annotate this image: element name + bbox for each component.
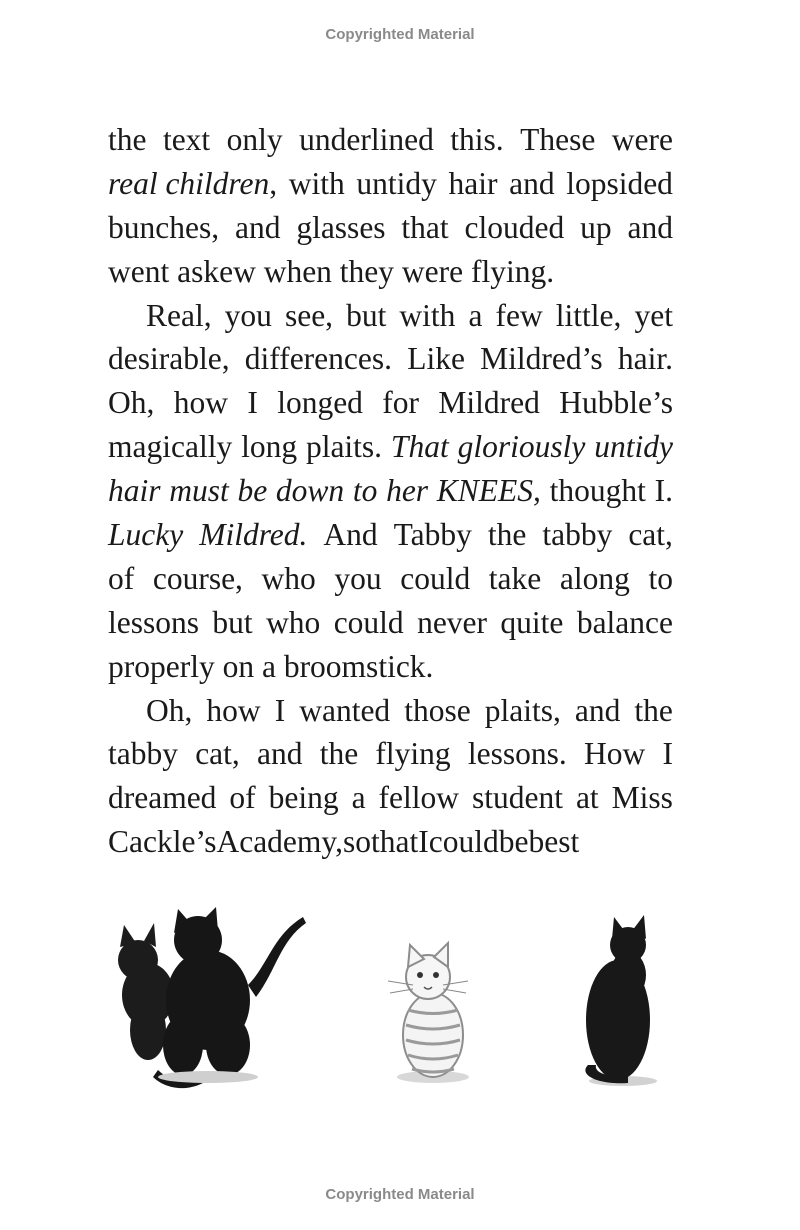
word: could [333, 604, 404, 640]
word: little, [555, 297, 622, 333]
text-line [108, 557, 673, 601]
text-line [108, 820, 673, 864]
word: balance [576, 604, 673, 640]
word: up [580, 209, 612, 245]
word: so [343, 824, 372, 860]
text-line [108, 337, 673, 381]
word: Mildred. [199, 517, 308, 553]
text-line [108, 206, 673, 250]
word: could [400, 560, 471, 596]
page-text [108, 118, 673, 864]
word: a [468, 297, 483, 333]
text-line [108, 732, 673, 776]
text-line [108, 469, 673, 513]
word: I [418, 824, 429, 860]
word: Like [407, 341, 465, 377]
word: hair [448, 165, 498, 201]
word: dreamed [108, 780, 217, 816]
word: lopsided [566, 165, 673, 201]
word: That [390, 429, 449, 465]
word: course, [152, 560, 243, 596]
word: I [274, 692, 286, 728]
word: Cackle’s [108, 824, 217, 860]
word: to [648, 560, 673, 596]
word: Lucky [108, 517, 184, 553]
word: KNEES, [436, 473, 541, 509]
word: how [173, 385, 228, 421]
word: must [169, 473, 229, 509]
black-sitting-cat-icon [585, 915, 657, 1086]
word: be [498, 824, 529, 860]
word: flying [375, 736, 451, 772]
word: underlined [299, 122, 434, 157]
word: only [226, 122, 283, 157]
word: untidy [356, 165, 437, 201]
word: being [268, 780, 339, 816]
word: at [575, 780, 599, 816]
word: the [319, 736, 359, 772]
word: These [520, 122, 596, 157]
word: quite [500, 604, 564, 640]
word: who [261, 560, 316, 596]
word: the [487, 517, 527, 553]
word: wanted [299, 692, 391, 728]
word: be [237, 473, 268, 509]
word: Mildred [438, 385, 540, 421]
word: magically [108, 429, 233, 465]
word: real children [108, 165, 270, 201]
word: tabby [108, 736, 178, 772]
word: of [108, 560, 135, 596]
word: who [266, 604, 321, 640]
word: I [662, 736, 673, 772]
text-line [108, 250, 673, 294]
word: those [404, 692, 471, 728]
word: and [257, 736, 303, 772]
word: differences. [244, 341, 392, 377]
word: and [234, 209, 281, 245]
word: you [224, 297, 272, 333]
text-line [108, 381, 673, 425]
word: this. [450, 122, 504, 157]
word: how [206, 692, 261, 728]
word: of [229, 780, 256, 816]
word: plaits. [305, 429, 383, 465]
word: I. [654, 473, 673, 509]
word: tabby [542, 517, 613, 553]
word: Real, [146, 297, 212, 333]
text-line [108, 601, 673, 645]
word: see, [284, 297, 334, 333]
word: her [386, 473, 429, 509]
word: text [162, 122, 211, 157]
word: with [399, 297, 456, 333]
word: bunches, [108, 209, 220, 245]
word: yet [634, 297, 673, 333]
word: Academy, [216, 824, 343, 860]
word: could [428, 824, 499, 860]
word: thought [549, 473, 646, 509]
word: down [275, 473, 345, 509]
word: along [559, 560, 630, 596]
word: cat, [628, 517, 673, 553]
word: that [401, 209, 449, 245]
word: and [627, 209, 673, 245]
word: went askew when they were flying. [108, 253, 555, 289]
word: Miss [611, 780, 673, 816]
word: I [247, 385, 258, 421]
word: How [584, 736, 646, 772]
word: Hubble’s [559, 385, 673, 421]
word: Tabby [393, 517, 472, 553]
text-line [108, 645, 673, 689]
word: never [417, 604, 488, 640]
word: Mildred’s [480, 341, 603, 377]
word: student [471, 780, 563, 816]
word: gloriously [457, 429, 586, 465]
word: the [634, 692, 673, 728]
black-fluffy-cat-icon [153, 907, 306, 1088]
cats-illustration [108, 905, 688, 1095]
word: you [334, 560, 382, 596]
text-line [108, 689, 673, 733]
word: desirable, [108, 341, 230, 377]
word: fellow [378, 780, 460, 816]
copyright-watermark-top: Copyrighted Material [325, 26, 475, 43]
word: and [574, 692, 621, 728]
word: best [528, 824, 580, 860]
word: plaits, [484, 692, 561, 728]
word: and [509, 165, 555, 201]
word: lessons. [467, 736, 567, 772]
word: untidy [594, 429, 673, 465]
word [108, 162, 277, 206]
word: for [382, 385, 420, 421]
word: few [495, 297, 543, 333]
text-line [108, 776, 673, 820]
text-line [108, 513, 673, 557]
word: were [611, 122, 673, 157]
word: to [352, 473, 378, 509]
tabby-cat-icon [388, 943, 469, 1083]
word: lessons [108, 604, 200, 640]
word: hair [108, 473, 161, 509]
text-line [108, 162, 673, 206]
word: but [212, 604, 253, 640]
word: but [346, 297, 387, 333]
comma: , [269, 165, 278, 201]
word: with [288, 165, 345, 201]
word: Oh, [108, 385, 155, 421]
word: long [241, 429, 298, 465]
word: take [488, 560, 542, 596]
word: a [351, 780, 366, 816]
word: the [108, 122, 147, 157]
word: cat, [195, 736, 240, 772]
word: Oh, [146, 692, 193, 728]
word: hair. [617, 341, 673, 377]
copyright-watermark-bottom: Copyrighted Material [325, 1186, 475, 1203]
text-line [108, 425, 673, 469]
word: properly on a broomstick. [108, 648, 434, 684]
text-line [108, 118, 673, 162]
word: that [371, 824, 419, 860]
word: clouded [464, 209, 565, 245]
word: glasses [296, 209, 386, 245]
text-line [108, 294, 673, 338]
word: longed [277, 385, 363, 421]
word: And [323, 517, 378, 553]
